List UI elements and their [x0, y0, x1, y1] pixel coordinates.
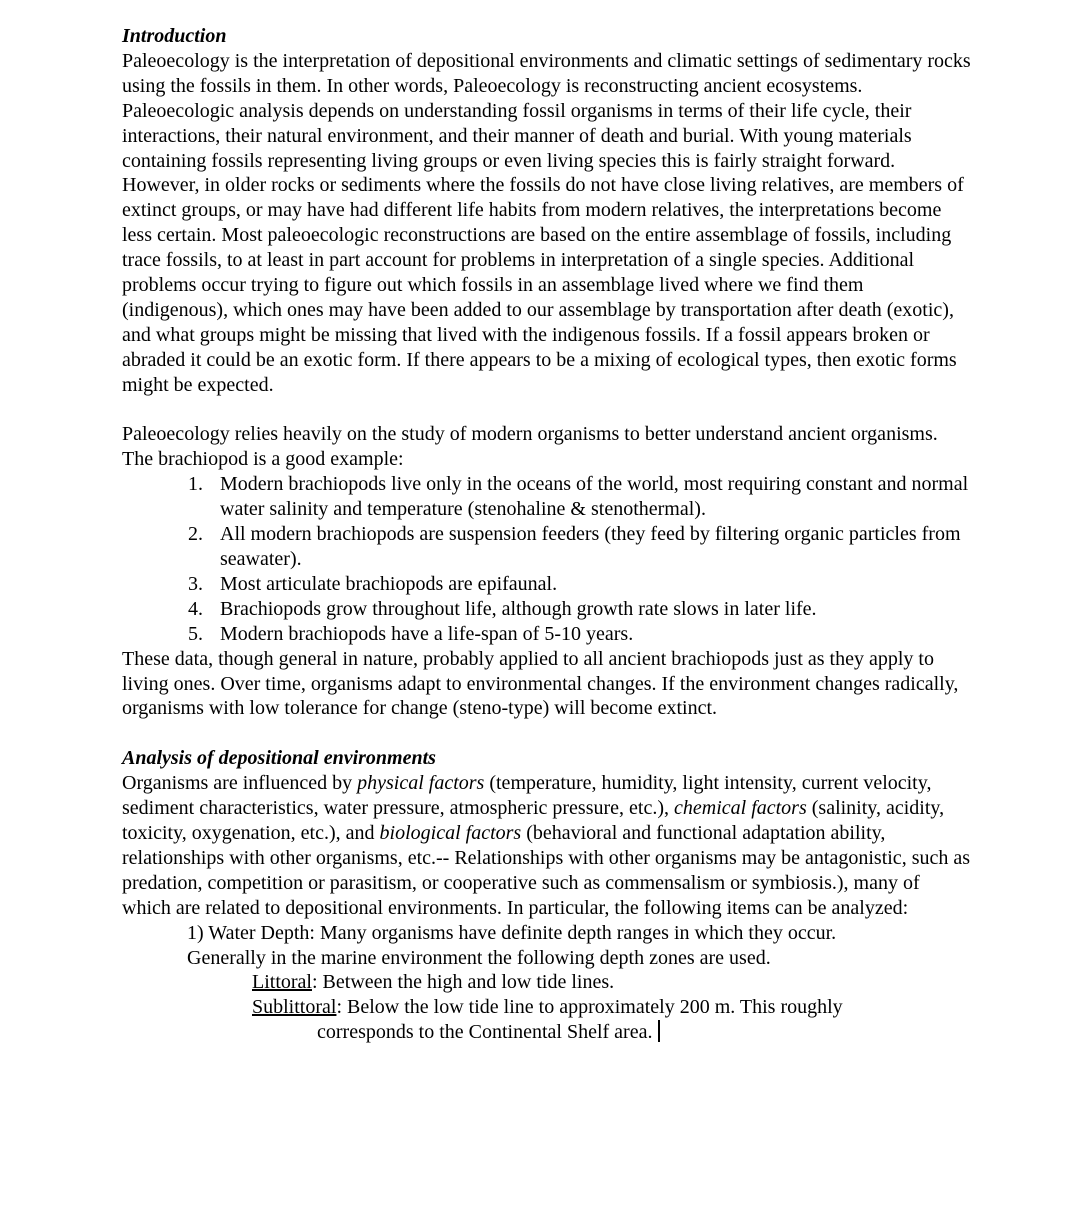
littoral-term: Littoral — [252, 971, 312, 994]
water-depth-line1: 1) Water Depth: Many organisms have definite depth ranges in which they occur. — [187, 921, 837, 944]
list-item — [122, 472, 972, 522]
list-item — [122, 622, 972, 647]
analysis-paragraph — [122, 771, 972, 920]
introduction-heading: Introduction — [122, 25, 227, 47]
list-item-number: 4. — [188, 597, 203, 620]
brachiopod-intro-paragraph: Paleoecology relies heavily on the study of modern organisms to better understand ancient organisms. The brachiopod is a good example: — [122, 423, 938, 471]
physical-factors-term: physical factors — [357, 772, 485, 795]
list-item-text: Modern brachiopods have a life-span of 5-10 years. — [220, 622, 634, 645]
list-item — [122, 522, 972, 572]
analysis-text-mid1: (temperature, humidity, light intensity, current velocity, sediment characteristics, water pressure, atmospheric pressure, etc.), — [122, 772, 932, 820]
sublittoral-definition: : Below the low tide line to approximately 200 m. This roughly — [336, 996, 843, 1019]
sublittoral-term: Sublittoral — [252, 996, 337, 1019]
water-depth-item — [122, 921, 972, 971]
brachiopod-list — [122, 472, 972, 646]
list-item-text: Most articulate brachiopods are epifaunal. — [220, 572, 558, 595]
list-item-number: 5. — [188, 622, 203, 645]
analysis-heading: Analysis of depositional environments — [122, 747, 436, 770]
list-item-text: Brachiopods grow throughout life, although growth rate slows in later life. — [220, 597, 817, 620]
analysis-text-start: Organisms are influenced by — [122, 772, 358, 795]
water-depth-line2: Generally in the marine environment the following depth zones are used. — [187, 946, 771, 969]
list-item-number: 1. — [188, 473, 203, 496]
sublittoral-zone — [122, 995, 972, 1020]
list-item-number: 3. — [188, 572, 203, 595]
analysis-text-end: (behavioral and functional adaptation ability, relationships with other organisms, etc.-- Relationships with other organisms may be antagonistic, such as predation, competition or parasitism, or cooperative such as commensalism or symbiosis.), many of which are related to depositional environments. In particular, the following items can be analyzed: — [122, 821, 971, 919]
list-item-text: Modern brachiopods live only in the oceans of the world, most requiring constant and normal water salinity and temperature (stenohaline & stenothermal). — [220, 473, 969, 521]
document-page — [122, 24, 972, 1045]
spacer — [122, 398, 972, 423]
list-item — [122, 597, 972, 622]
brachiopod-conclusion-paragraph: These data, though general in nature, probably applied to all ancient brachiopods just as they apply to living ones. Over time, organisms adapt to environmental changes. If the environment changes radically, organisms with low tolerance for change (steno-type) will become extinct. — [122, 647, 959, 720]
list-item-text: All modern brachiopods are suspension feeders (they feed by filtering organic particles from seawater). — [220, 523, 961, 571]
sublittoral-continuation-text: corresponds to the Continental Shelf area. — [317, 1021, 653, 1044]
text-cursor — [658, 1020, 660, 1042]
biological-factors-term: biological factors — [379, 821, 522, 844]
list-item — [122, 572, 972, 597]
littoral-definition: : Between the high and low tide lines. — [311, 971, 615, 994]
spacer — [122, 721, 972, 746]
analysis-text-mid2: (salinity, acidity, toxicity, oxygenation, etc.), and — [122, 797, 945, 844]
list-item-number: 2. — [188, 523, 203, 546]
sublittoral-continuation — [122, 1020, 972, 1045]
chemical-factors-term: chemical factors — [674, 797, 807, 820]
intro-paragraph: Paleoecology is the interpretation of depositional environments and climatic settings of sedimentary rocks using the fossils in them. In other words, Paleoecology is reconstructing ancient ecosystems. Paleoecologic analysis depends on understanding fossil organisms in terms of their life cycle, their interactions, their natural environment, and their manner of death and burial. With young materials containing fossils representing living groups or even living species this is fairly straight forward. However, in older rocks or sediments where the fossils do not have close living relatives, are members of extinct groups, or may have had different life habits from modern relatives, the interpretations become less certain. Most paleoecologic reconstructions are based on the entire assemblage of fossils, including trace fossils, to at least in part account for problems in interpretation of a single species. Additional problems occur trying to figure out which fossils in an assemblage lived where we find them (indigenous), which ones may have been added to our assemblage by transportation after death (exotic), and what groups might be missing that lived with the indigenous fossils. If a fossil appears broken or abraded it could be an exotic form. If there appears to be a mixing of ecological types, then exotic forms might be expected. — [122, 49, 971, 396]
littoral-zone — [122, 970, 972, 995]
